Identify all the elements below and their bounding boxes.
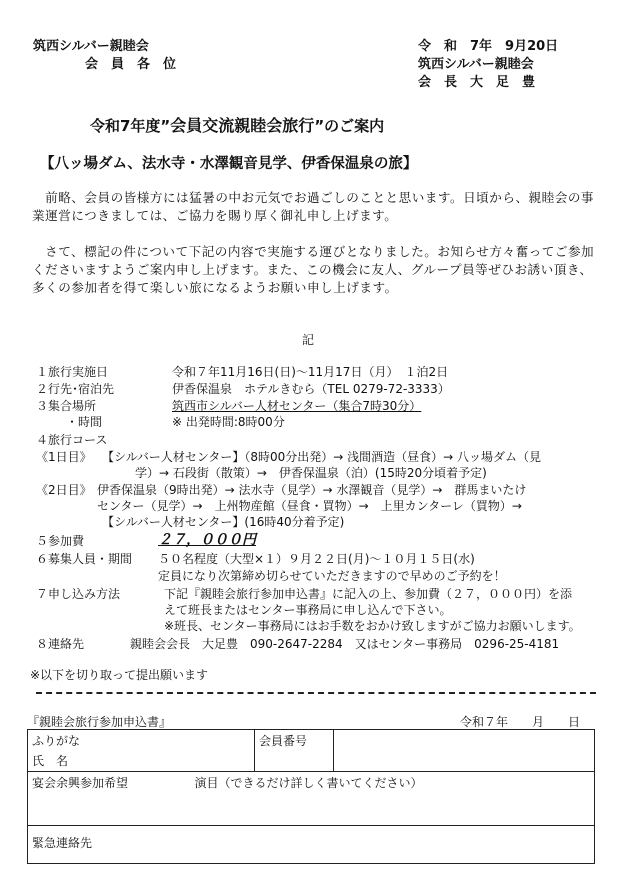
- lodging-value: 伊香保温泉 ホテルきむら（TEL 0279-72-3333）: [172, 382, 450, 396]
- sender-org: 筑西シルバー親睦会: [33, 39, 149, 54]
- fee-label: ５参加費: [36, 534, 85, 548]
- trip-date-value: 令和７年11月16日(日)～11月17日（月） １泊2日: [172, 365, 449, 379]
- trip-date-label: １旅行実施日: [36, 365, 109, 379]
- page-title: [90, 113, 384, 136]
- cut-line: [36, 692, 596, 694]
- form-date: 令和７年 月 日: [460, 715, 581, 729]
- recruit-note: 定員になり次第締め切らせていただきますので早めのご予約を！: [158, 569, 506, 583]
- apply-label: ７申し込み方法: [36, 587, 121, 601]
- apply-line1: 下記『親睦会旅行参加申込書』に記入の上、参加費（２７，０００円）を添: [164, 587, 573, 601]
- apply-line2: えて班長またはセンター事務局に申し込んで下さい。: [164, 603, 452, 617]
- time-value: ※ 出発時間:8時00分: [172, 415, 285, 429]
- day1-line2: 学）→ 石段街（散策）→ 伊香保温泉（泊）(15時20分頃着予定): [135, 466, 487, 480]
- day1-label: 《1日目》: [36, 450, 92, 464]
- day2-line2: センター（見学）→ 上州物産館（昼食・買物）→ 上里カンターレ（買物）→: [97, 499, 522, 513]
- title-prefix: 令和7年度”: [90, 117, 171, 135]
- member-no-input-cell[interactable]: [334, 730, 595, 772]
- title-suffix: ”のご案内: [314, 117, 385, 135]
- meet-value: 筑西市シルバー人材センター（集合7時30分）: [172, 399, 422, 413]
- recruit-label: ６募集人員・期間: [36, 552, 133, 566]
- lodging-label: ２行先･宿泊先: [36, 382, 115, 396]
- fee-value: ２７，０００円: [158, 532, 256, 548]
- greeting-paragraph-2: さて、標記の件について下記の内容で実施する運びとなりました。お知らせ方々奮ってご参加くださいますようご案内申し上げます。また、この機会に友人、グループ員等ぜひお誘い頂き、多くの参加者を得て楽しい旅になるようお願い申し上げます。: [32, 244, 595, 295]
- banquet-label: 宴会余興参加希望: [32, 776, 129, 790]
- cut-note: ※以下を切り取って提出願います: [30, 668, 209, 682]
- issue-date: 令 和 7年 9月20日: [418, 39, 559, 54]
- member-no-label-cell: [255, 730, 334, 772]
- recruit-value: ５０名程度（大型×１）９月２２日(月)～１０月１５日(水): [158, 552, 475, 566]
- furigana-label: ふりがな: [32, 734, 81, 748]
- meet-label: ３集合場所: [36, 399, 97, 413]
- greeting-paragraph-1: 前略、会員の皆様方には猛暑の中お元気でお過ごしのことと思います。日頃から、親睦会の事業運営につきましては、ご協力を賜り厚く御礼申し上げます。: [32, 190, 595, 223]
- course-label: ４旅行コース: [36, 433, 108, 447]
- ki-heading: 記: [302, 333, 315, 347]
- day2-label: 《2日目》: [36, 483, 92, 497]
- day2-line1: 伊香保温泉（9時出発）→ 法水寺（見学）→ 水澤観音（見学）→ 群馬まいたけ: [97, 483, 527, 497]
- name-cell[interactable]: [28, 730, 255, 772]
- day2-line3: 【シルバー人材センター】(16時40分着予定): [102, 515, 345, 529]
- title-highlight: 会員交流親睦会旅行: [170, 116, 315, 135]
- emergency-label: 緊急連絡先: [32, 836, 93, 850]
- performance-label: 演目（できるだけ詳しく書いてください）: [194, 776, 423, 790]
- application-form: [27, 729, 595, 864]
- subtitle: 【八ッ場ダム、法水寺・水澤観音見学、伊香保温泉の旅】: [40, 156, 418, 172]
- recipients: 会 員 各 位: [85, 57, 177, 72]
- contact-value: 親睦会会長 大足豊 090-2647-2284 又はセンター事務局 0296-25-4181: [130, 637, 560, 651]
- day1-line1: 【シルバー人材センター】（8時00分出発）→ 浅間酒造（昼食）→ 八ッ場ダム（見: [102, 450, 542, 464]
- from-person: 会 長 大 足 豊: [418, 75, 536, 90]
- emergency-cell[interactable]: [28, 826, 595, 864]
- from-org: 筑西シルバー親睦会: [418, 57, 534, 72]
- name-label: 氏 名: [32, 754, 69, 768]
- contact-label: ８連絡先: [36, 637, 85, 651]
- member-no-label: 会員番号: [259, 734, 308, 748]
- apply-note: ※班長、センター事務局にはお手数をおかけ致しますがご協力お願いします。: [164, 619, 581, 633]
- form-title: 『親睦会旅行参加申込書』: [27, 715, 172, 729]
- performance-cell[interactable]: [194, 772, 595, 826]
- time-label: ・時間: [66, 415, 103, 429]
